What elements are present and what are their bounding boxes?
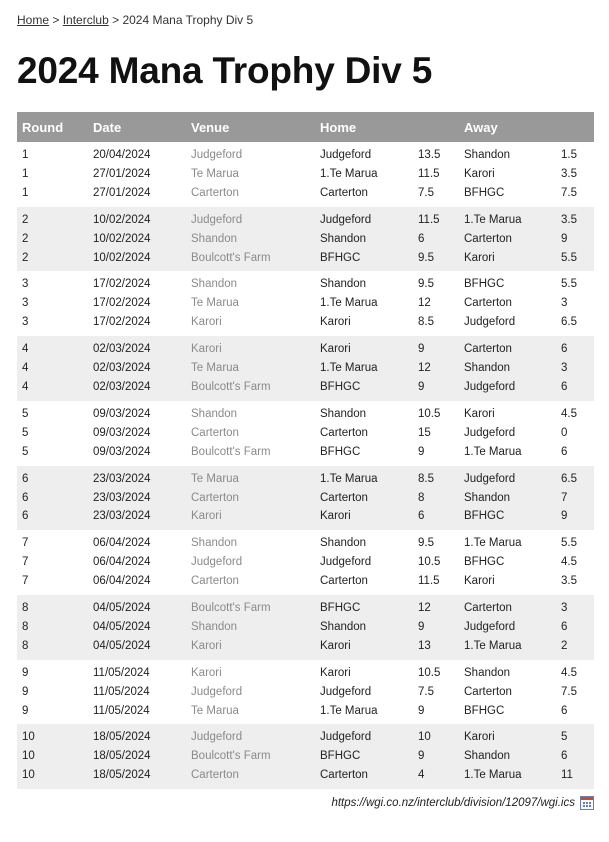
- date-cell: 27/01/2024: [93, 167, 151, 180]
- venue-cell: Te Marua: [191, 362, 239, 375]
- away-team-cell: Judgeford: [464, 472, 516, 485]
- round-cell: 5: [22, 407, 29, 420]
- home-team-cell: 1.Te Marua: [320, 704, 378, 717]
- ics-url[interactable]: https://wgi.co.nz/interclub/division/12097/wgi.ics: [331, 797, 575, 810]
- away-score-cell: 4.5: [561, 407, 577, 420]
- away-score-cell: 6: [561, 343, 568, 356]
- home-team-cell: Shandon: [320, 232, 367, 245]
- home-team-cell: Karori: [320, 316, 351, 329]
- venue-cell: Karori: [191, 343, 222, 356]
- home-score-cell: 12: [418, 602, 431, 615]
- away-score-cell: 3.5: [561, 167, 577, 180]
- table-row: [17, 184, 594, 207]
- away-team-cell: Shandon: [464, 362, 511, 375]
- page-title: 2024 Mana Trophy Div 5: [17, 50, 433, 91]
- away-score-cell: 2: [561, 639, 568, 652]
- home-team-cell: 1.Te Marua: [320, 297, 378, 310]
- away-team-cell: 1.Te Marua: [464, 445, 522, 458]
- home-score-cell: 10.5: [418, 556, 441, 569]
- breadcrumb-interclub-link[interactable]: Interclub: [62, 13, 109, 27]
- date-cell: 04/05/2024: [93, 602, 151, 615]
- table-row: [17, 271, 594, 294]
- breadcrumb-separator: >: [52, 13, 60, 27]
- table-row: [17, 466, 594, 489]
- home-score-cell: 10: [418, 731, 431, 744]
- away-score-cell: 6.5: [561, 316, 577, 329]
- breadcrumb-separator: >: [112, 13, 120, 27]
- away-team-cell: BFHGC: [464, 510, 505, 523]
- date-cell: 06/04/2024: [93, 537, 151, 550]
- date-cell: 09/03/2024: [93, 426, 151, 439]
- table-row: [17, 165, 594, 184]
- date-cell: 02/03/2024: [93, 362, 151, 375]
- date-cell: 06/04/2024: [93, 575, 151, 588]
- away-score-cell: 6: [561, 750, 568, 763]
- venue-cell: Judgeford: [191, 213, 243, 226]
- venue-cell: Shandon: [191, 232, 238, 245]
- away-score-cell: 6: [561, 620, 568, 633]
- away-team-cell: Carterton: [464, 297, 512, 310]
- venue-cell: Boulcott's Farm: [191, 445, 271, 458]
- table-row: [17, 294, 594, 313]
- date-cell: 23/03/2024: [93, 491, 151, 504]
- home-team-cell: 1.Te Marua: [320, 472, 378, 485]
- home-score-cell: 13: [418, 639, 431, 652]
- table-row: [17, 530, 594, 553]
- home-score-cell: 13.5: [418, 149, 441, 161]
- column-header-home-score: [413, 112, 459, 142]
- table-row: [17, 489, 594, 508]
- away-team-cell: BFHGC: [464, 556, 505, 569]
- home-score-cell: 6: [418, 510, 425, 523]
- column-header-home: Home: [320, 119, 357, 135]
- away-team-cell: 1.Te Marua: [464, 769, 522, 782]
- round-group: [17, 466, 594, 531]
- round-cell: 3: [22, 316, 29, 329]
- away-team-cell: BFHGC: [464, 186, 505, 199]
- venue-cell: Shandon: [191, 620, 238, 633]
- home-team-cell: Shandon: [320, 537, 367, 550]
- venue-cell: Shandon: [191, 407, 238, 420]
- home-score-cell: 8.5: [418, 472, 434, 485]
- round-cell: 2: [22, 232, 29, 245]
- home-score-cell: 9: [418, 380, 425, 393]
- fixtures-table: [17, 112, 594, 789]
- venue-cell: Shandon: [191, 537, 238, 550]
- round-cell: 10: [22, 769, 35, 782]
- date-cell: 17/02/2024: [93, 316, 151, 329]
- table-row: [17, 401, 594, 424]
- round-cell: 7: [22, 537, 29, 550]
- date-cell: 10/02/2024: [93, 232, 151, 245]
- away-team-cell: Karori: [464, 167, 495, 180]
- home-team-cell: Carterton: [320, 575, 368, 588]
- home-score-cell: 11.5: [418, 575, 440, 588]
- date-cell: 06/04/2024: [93, 556, 151, 569]
- date-cell: 04/05/2024: [93, 620, 151, 633]
- away-score-cell: 9: [561, 510, 568, 523]
- table-header-row: [17, 112, 594, 142]
- date-cell: 04/05/2024: [93, 639, 151, 652]
- round-cell: 9: [22, 685, 29, 698]
- table-row: [17, 766, 594, 789]
- away-score-cell: 5.5: [561, 278, 577, 291]
- home-team-cell: Carterton: [320, 769, 368, 782]
- home-team-cell: Karori: [320, 510, 351, 523]
- away-team-cell: BFHGC: [464, 704, 505, 717]
- home-score-cell: 8.5: [418, 316, 434, 329]
- round-cell: 4: [22, 380, 29, 393]
- venue-cell: Te Marua: [191, 472, 239, 485]
- venue-cell: Te Marua: [191, 167, 239, 180]
- home-team-cell: Judgeford: [320, 149, 372, 161]
- away-score-cell: 7.5: [561, 685, 577, 698]
- venue-cell: Carterton: [191, 769, 239, 782]
- round-cell: 4: [22, 362, 29, 375]
- column-header-away: Away: [464, 119, 498, 135]
- column-header-venue: Venue: [191, 119, 230, 135]
- date-cell: 02/03/2024: [93, 343, 151, 356]
- venue-cell: Judgeford: [191, 149, 243, 161]
- away-team-cell: BFHGC: [464, 278, 505, 291]
- table-row: [17, 637, 594, 660]
- table-row: [17, 660, 594, 683]
- home-team-cell: 1.Te Marua: [320, 362, 378, 375]
- date-cell: 11/05/2024: [93, 666, 150, 679]
- home-team-cell: BFHGC: [320, 602, 361, 615]
- away-score-cell: 0: [561, 426, 568, 439]
- away-score-cell: 1.5: [561, 149, 577, 161]
- table-row: [17, 553, 594, 572]
- away-team-cell: 1.Te Marua: [464, 639, 522, 652]
- away-team-cell: Karori: [464, 251, 495, 264]
- round-group: [17, 207, 594, 272]
- table-row: [17, 618, 594, 637]
- home-team-cell: Carterton: [320, 186, 368, 199]
- venue-cell: Boulcott's Farm: [191, 380, 271, 393]
- venue-cell: Boulcott's Farm: [191, 602, 271, 615]
- round-cell: 1: [22, 149, 29, 161]
- table-row: [17, 747, 594, 766]
- table-row: [17, 142, 594, 165]
- home-score-cell: 9.5: [418, 251, 434, 264]
- table-row: [17, 207, 594, 230]
- home-score-cell: 9: [418, 750, 425, 763]
- round-cell: 8: [22, 602, 29, 615]
- date-cell: 18/05/2024: [93, 769, 151, 782]
- round-group: [17, 660, 594, 725]
- venue-cell: Te Marua: [191, 297, 239, 310]
- venue-cell: Shandon: [191, 278, 238, 291]
- venue-cell: Boulcott's Farm: [191, 251, 271, 264]
- away-score-cell: 7.5: [561, 186, 577, 199]
- away-team-cell: Judgeford: [464, 380, 516, 393]
- away-score-cell: 4.5: [561, 556, 577, 569]
- away-score-cell: 3: [561, 297, 568, 310]
- away-team-cell: 1.Te Marua: [464, 213, 522, 226]
- date-cell: 18/05/2024: [93, 731, 151, 744]
- round-cell: 7: [22, 556, 29, 569]
- venue-cell: Judgeford: [191, 556, 243, 569]
- home-team-cell: Shandon: [320, 620, 367, 633]
- away-score-cell: 11: [561, 769, 573, 782]
- round-group: [17, 595, 594, 660]
- date-cell: 09/03/2024: [93, 445, 151, 458]
- table-row: [17, 595, 594, 618]
- away-team-cell: Shandon: [464, 491, 511, 504]
- date-cell: 18/05/2024: [93, 750, 151, 763]
- home-team-cell: Carterton: [320, 491, 368, 504]
- away-score-cell: 3: [561, 362, 568, 375]
- away-team-cell: Shandon: [464, 149, 511, 161]
- round-group: [17, 401, 594, 466]
- round-cell: 9: [22, 704, 29, 717]
- breadcrumb-home-link[interactable]: Home: [17, 13, 50, 27]
- home-score-cell: 9: [418, 343, 425, 356]
- away-score-cell: 5: [561, 731, 568, 744]
- home-score-cell: 9.5: [418, 537, 434, 550]
- round-cell: 2: [22, 251, 29, 264]
- venue-cell: Judgeford: [191, 731, 243, 744]
- home-score-cell: 10.5: [418, 407, 441, 420]
- home-score-cell: 4: [418, 769, 425, 782]
- table-header: [17, 112, 594, 142]
- table-row: [17, 359, 594, 378]
- away-team-cell: Judgeford: [464, 620, 516, 633]
- away-score-cell: 6: [561, 704, 568, 717]
- date-cell: 10/02/2024: [93, 251, 151, 264]
- away-team-cell: Judgeford: [464, 316, 516, 329]
- home-score-cell: 15: [418, 426, 431, 439]
- away-team-cell: Shandon: [464, 750, 511, 763]
- home-team-cell: 1.Te Marua: [320, 167, 378, 180]
- away-team-cell: Carterton: [464, 232, 512, 245]
- round-cell: 3: [22, 297, 29, 310]
- home-score-cell: 9.5: [418, 278, 434, 291]
- round-group: [17, 271, 594, 336]
- date-cell: 09/03/2024: [93, 407, 151, 420]
- home-team-cell: BFHGC: [320, 251, 361, 264]
- calendar-icon[interactable]: [580, 796, 594, 810]
- round-cell: 7: [22, 575, 29, 588]
- home-team-cell: Karori: [320, 639, 351, 652]
- round-cell: 3: [22, 278, 29, 291]
- table-row: [17, 572, 594, 595]
- round-cell: 9: [22, 666, 29, 679]
- venue-cell: Boulcott's Farm: [191, 750, 271, 763]
- round-group: [17, 724, 594, 789]
- away-score-cell: 5.5: [561, 251, 577, 264]
- date-cell: 27/01/2024: [93, 186, 151, 199]
- date-cell: 17/02/2024: [93, 278, 151, 291]
- date-cell: 11/05/2024: [93, 704, 150, 717]
- home-score-cell: 9: [418, 445, 425, 458]
- venue-cell: Carterton: [191, 186, 239, 199]
- table-row: [17, 249, 594, 272]
- away-team-cell: Karori: [464, 407, 495, 420]
- table-row: [17, 443, 594, 466]
- venue-cell: Carterton: [191, 491, 239, 504]
- away-score-cell: 6: [561, 380, 568, 393]
- home-score-cell: 7.5: [418, 685, 434, 698]
- round-cell: 6: [22, 510, 29, 523]
- venue-cell: Carterton: [191, 426, 239, 439]
- away-score-cell: 3: [561, 602, 568, 615]
- table-row: [17, 424, 594, 443]
- table-row: [17, 313, 594, 336]
- table-row: [17, 683, 594, 702]
- round-group: [17, 336, 594, 401]
- home-team-cell: Judgeford: [320, 731, 372, 744]
- home-score-cell: 9: [418, 704, 425, 717]
- round-cell: 8: [22, 620, 29, 633]
- away-team-cell: Carterton: [464, 685, 512, 698]
- home-team-cell: Karori: [320, 343, 351, 356]
- away-score-cell: 4.5: [561, 666, 577, 679]
- home-score-cell: 11.5: [418, 167, 440, 180]
- breadcrumb-current: 2024 Mana Trophy Div 5: [122, 13, 254, 27]
- away-team-cell: Carterton: [464, 343, 512, 356]
- away-team-cell: 1.Te Marua: [464, 537, 522, 550]
- home-score-cell: 10.5: [418, 666, 441, 679]
- round-cell: 10: [22, 731, 35, 744]
- venue-cell: Karori: [191, 510, 222, 523]
- away-score-cell: 3.5: [561, 575, 577, 588]
- away-team-cell: Judgeford: [464, 426, 516, 439]
- home-team-cell: Judgeford: [320, 556, 372, 569]
- table-row: [17, 378, 594, 401]
- date-cell: 10/02/2024: [93, 213, 151, 226]
- away-score-cell: 5.5: [561, 537, 577, 550]
- home-score-cell: 6: [418, 232, 425, 245]
- date-cell: 23/03/2024: [93, 472, 151, 485]
- round-cell: 2: [22, 213, 29, 226]
- venue-cell: Karori: [191, 639, 222, 652]
- date-cell: 20/04/2024: [93, 149, 151, 161]
- round-cell: 1: [22, 186, 29, 199]
- column-header-round: Round: [22, 119, 64, 135]
- home-score-cell: 8: [418, 491, 425, 504]
- home-score-cell: 12: [418, 362, 431, 375]
- away-score-cell: 7: [561, 491, 568, 504]
- away-team-cell: Shandon: [464, 666, 511, 679]
- away-team-cell: Karori: [464, 575, 495, 588]
- table-row: [17, 336, 594, 359]
- home-team-cell: Shandon: [320, 407, 367, 420]
- round-cell: 6: [22, 472, 29, 485]
- home-team-cell: BFHGC: [320, 380, 361, 393]
- home-team-cell: BFHGC: [320, 445, 361, 458]
- away-score-cell: 6: [561, 445, 568, 458]
- date-cell: 11/05/2024: [93, 685, 150, 698]
- round-cell: 6: [22, 491, 29, 504]
- away-team-cell: Karori: [464, 731, 495, 744]
- table-row: [17, 702, 594, 725]
- round-cell: 1: [22, 167, 29, 180]
- home-team-cell: Carterton: [320, 426, 368, 439]
- home-team-cell: BFHGC: [320, 750, 361, 763]
- away-score-cell: 9: [561, 232, 568, 245]
- venue-cell: Karori: [191, 316, 222, 329]
- ics-footer: [17, 796, 594, 810]
- venue-cell: Karori: [191, 666, 222, 679]
- round-cell: 5: [22, 445, 29, 458]
- home-team-cell: Shandon: [320, 278, 367, 291]
- home-score-cell: 11.5: [418, 213, 440, 226]
- away-score-cell: 3.5: [561, 213, 577, 226]
- venue-cell: Carterton: [191, 575, 239, 588]
- venue-cell: Judgeford: [191, 685, 243, 698]
- home-score-cell: 12: [418, 297, 431, 310]
- breadcrumb: [17, 0, 594, 28]
- away-team-cell: Carterton: [464, 602, 512, 615]
- date-cell: 17/02/2024: [93, 297, 151, 310]
- home-team-cell: Judgeford: [320, 213, 372, 226]
- round-cell: 10: [22, 750, 35, 763]
- round-cell: 8: [22, 639, 29, 652]
- home-score-cell: 9: [418, 620, 425, 633]
- table-row: [17, 507, 594, 530]
- date-cell: 02/03/2024: [93, 380, 151, 393]
- away-score-cell: 6.5: [561, 472, 577, 485]
- round-group: [17, 142, 594, 207]
- date-cell: 23/03/2024: [93, 510, 151, 523]
- round-cell: 5: [22, 426, 29, 439]
- column-header-away-score: [556, 112, 594, 142]
- home-score-cell: 7.5: [418, 186, 434, 199]
- home-team-cell: Judgeford: [320, 685, 372, 698]
- round-cell: 4: [22, 343, 29, 356]
- table-row: [17, 230, 594, 249]
- round-group: [17, 530, 594, 595]
- venue-cell: Te Marua: [191, 704, 239, 717]
- table-row: [17, 724, 594, 747]
- home-team-cell: Karori: [320, 666, 351, 679]
- column-header-date: Date: [93, 119, 122, 135]
